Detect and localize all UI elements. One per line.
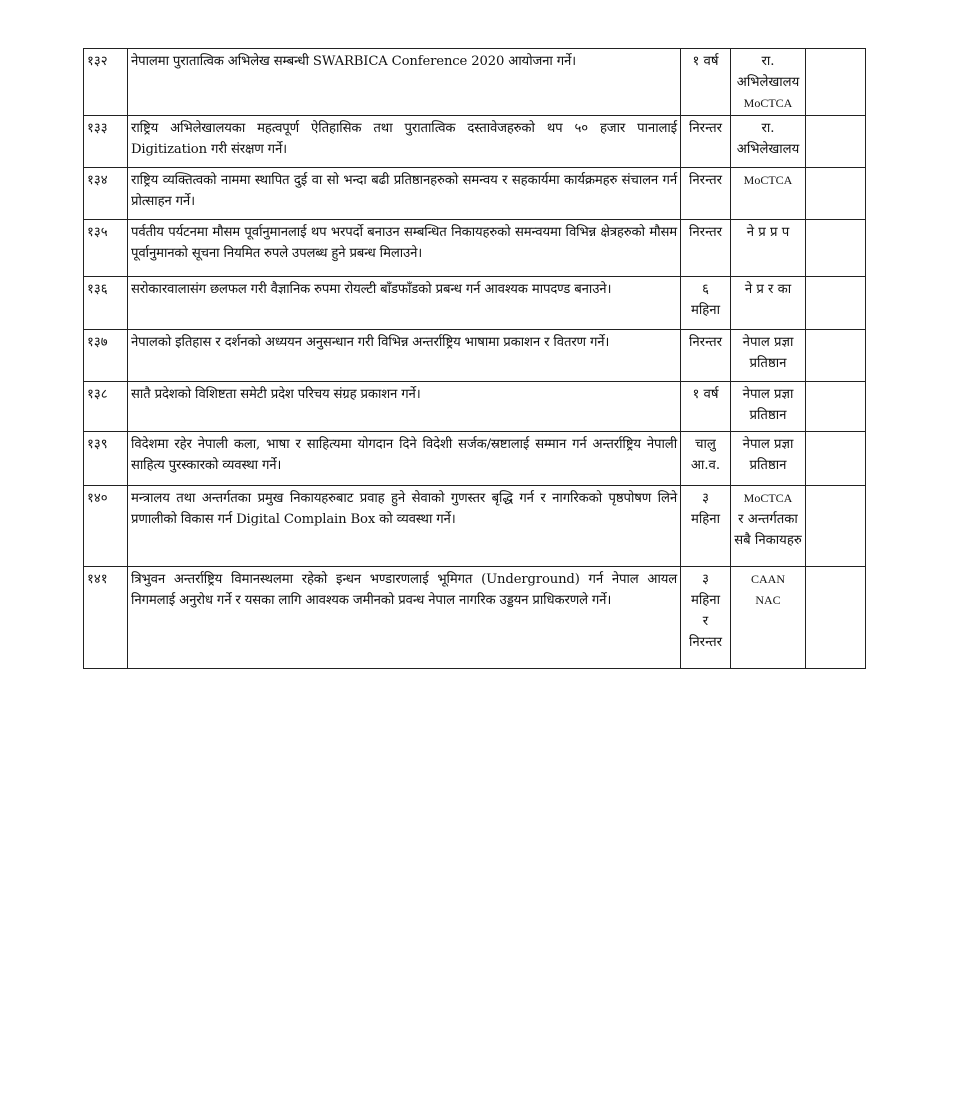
agency-line: प्रतिष्ठान [749,356,787,371]
activity-description: मन्त्रालय तथा अन्तर्गतका प्रमुख निकायहरुबाट प्रवाह हुने सेवाको गुणस्तर बृद्धि गर्न र नागरिकको पृष्ठपोषण लिने प्रणालीको विकास गर्न Digital Complain Box को व्यवस्था गर्ने। [128,486,681,567]
table-row [84,330,866,382]
duration-line: निरन्तर [688,635,723,650]
remarks-cell [806,432,866,486]
agency-line: ने प्र र का [744,282,792,297]
agency-line: नेपाल प्रज्ञा [742,335,794,350]
duration-line: १ वर्ष [692,387,719,402]
responsible-agency-cell [731,49,806,116]
agency-line: ने प्र प्र प [746,225,790,240]
responsible-agency-cell [731,486,806,567]
activity-description: त्रिभुवन अन्तर्राष्ट्रिय विमानस्थलमा रहेको इन्धन भण्डारणलाई भूमिगत (Underground) गर्न नेपाल आयल निगमलाई अनुरोध गर्ने र यसका लागि आवश्यक जमीनको प्रवन्ध नेपाल नागरिक उड्डयन प्राधिकरणले गर्ने। [128,567,681,669]
agency-line: MoCTCA [743,491,793,505]
row-number: १३४ [84,168,128,220]
agency-line: र अन्तर्गतका [738,512,798,527]
row-number: १३२ [84,49,128,116]
row-number: १४० [84,486,128,567]
activity-description: राष्ट्रिय अभिलेखालयका महत्वपूर्ण ऐतिहासिक तथा पुरातात्विक दस्तावेजहरुको थप ५० हजार पानालाई Digitization गरी संरक्षण गर्ने। [128,116,681,168]
responsible-agency-cell [731,432,806,486]
duration-line: निरन्तर [688,121,723,136]
table-row [84,432,866,486]
row-number: १३९ [84,432,128,486]
responsible-agency-cell [731,567,806,669]
duration-cell [681,382,731,432]
agency-line: NAC [755,593,781,607]
duration-line: १ वर्ष [692,54,719,69]
table-row [84,168,866,220]
activity-description: सरोकारवालासंग छलफल गरी वैज्ञानिक रुपमा रोयल्टी बाँडफाँडको प्रबन्ध गर्न आवश्यक मापदण्ड बनाउने। [128,277,681,330]
duration-line: र [702,614,709,629]
duration-cell [681,49,731,116]
agency-line: CAAN [750,572,785,586]
agency-line: प्रतिष्ठान [749,408,787,423]
remarks-cell [806,382,866,432]
row-number: १४१ [84,567,128,669]
duration-line: निरन्तर [688,173,723,188]
duration-line: ६ [702,282,709,297]
responsible-agency-cell [731,116,806,168]
remarks-cell [806,330,866,382]
row-number: १३५ [84,220,128,277]
duration-line: महिना [690,512,721,527]
remarks-cell [806,220,866,277]
responsible-agency-cell [731,168,806,220]
row-number: १३८ [84,382,128,432]
duration-cell [681,330,731,382]
duration-cell [681,277,731,330]
duration-line: चालु [695,437,716,452]
duration-line: निरन्तर [688,225,723,240]
agency-line: सबै निकायहरु [734,533,802,548]
remarks-cell [806,168,866,220]
responsible-agency-cell [731,330,806,382]
duration-cell [681,486,731,567]
table-row [84,382,866,432]
agency-line: रा. [761,121,775,136]
duration-line: ३ [702,572,709,587]
duration-cell [681,168,731,220]
activity-description: राष्ट्रिय व्यक्तित्वको नाममा स्थापित दुई वा सो भन्दा बढी प्रतिष्ठानहरुको समन्वय र सहकार्यमा कार्यक्रमहरु संचालन गर्न प्रोत्साहन गर्ने। [128,168,681,220]
responsible-agency-cell [731,382,806,432]
agency-line: अभिलेखालय [736,75,800,90]
duration-line: आ.व. [690,458,721,473]
agency-line: अभिलेखालय [736,142,800,157]
table-row [84,220,866,277]
remarks-cell [806,486,866,567]
activity-description: पर्वतीय पर्यटनमा मौसम पूर्वानुमानलाई थप भरपर्दो बनाउन सम्बन्धित निकायहरुको समन्वयमा विभिन्न क्षेत्रहरुको मौसम पूर्वानुमानको सूचना नियमित रुपले उपलब्ध हुने प्रबन्ध मिलाउने। [128,220,681,277]
agency-line: नेपाल प्रज्ञा [742,387,794,402]
remarks-cell [806,277,866,330]
agency-line: प्रतिष्ठान [749,458,787,473]
activity-description: सातै प्रदेशको विशिष्टता समेटी प्रदेश परिचय संग्रह प्रकाशन गर्ने। [128,382,681,432]
duration-cell [681,116,731,168]
duration-cell [681,220,731,277]
remarks-cell [806,116,866,168]
agency-line: MoCTCA [743,173,793,187]
action-plan-table [83,48,866,669]
responsible-agency-cell [731,220,806,277]
remarks-cell [806,567,866,669]
responsible-agency-cell [731,277,806,330]
duration-line: महिना [690,303,721,318]
table-row [84,49,866,116]
duration-line: निरन्तर [688,335,723,350]
agency-line: नेपाल प्रज्ञा [742,437,794,452]
row-number: १३३ [84,116,128,168]
duration-line: महिना [690,593,721,608]
table-row [84,567,866,669]
duration-line: ३ [702,491,709,506]
agency-line: MoCTCA [743,96,793,110]
table-row [84,486,866,567]
row-number: १३६ [84,277,128,330]
row-number: १३७ [84,330,128,382]
activity-description: नेपालको इतिहास र दर्शनको अध्ययन अनुसन्धान गरी विभिन्न अन्तर्राष्ट्रिय भाषामा प्रकाशन र वितरण गर्ने। [128,330,681,382]
table-body [84,49,866,669]
agency-line: रा. [761,54,775,69]
table-row [84,277,866,330]
duration-cell [681,567,731,669]
duration-cell [681,432,731,486]
activity-description: नेपालमा पुरातात्विक अभिलेख सम्बन्धी SWARBICA Conference 2020 आयोजना गर्ने। [128,49,681,116]
remarks-cell [806,49,866,116]
table-row [84,116,866,168]
activity-description: विदेशमा रहेर नेपाली कला, भाषा र साहित्यमा योगदान दिने विदेशी सर्जक/स्रष्टालाई सम्मान गर्न अन्तर्राष्ट्रिय नेपाली साहित्य पुरस्कारको व्यवस्था गर्ने। [128,432,681,486]
